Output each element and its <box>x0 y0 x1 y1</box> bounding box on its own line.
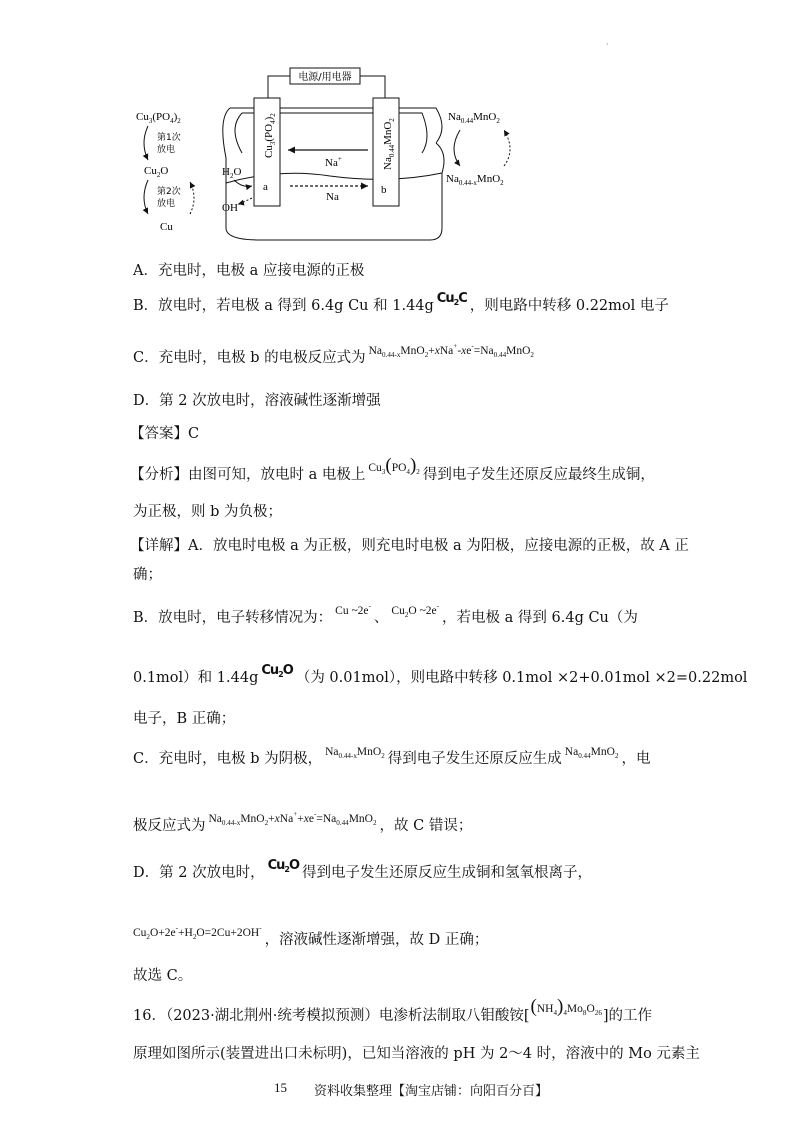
step1-arrow <box>144 126 148 160</box>
detail-d1-pre: D．第 2 次放电时， <box>133 865 265 881</box>
electrode-b-formula: $Na_{0.44}MnO_2$ <box>382 118 396 170</box>
detail-b-line-1 <box>133 604 638 633</box>
option-b-post: ，则电路中转移 0.22mol 电子 <box>469 298 669 314</box>
detail-b1-formula-2: Cu2O ~2e- <box>391 602 440 619</box>
footer-text: 资料收集整理【淘宝店铺：向阳百分百】 <box>314 1084 549 1099</box>
option-d: D．第 2 次放电时，溶液碱性逐渐增强 <box>133 393 381 409</box>
detail-c1-mid: 得到电子发生还原反应生成 <box>387 751 562 767</box>
right-bottom-formula: $Na_{0.44-x}MnO_2$ <box>446 173 504 187</box>
na-plus-label: Na+ <box>325 155 342 169</box>
analysis-line-1 <box>130 455 655 490</box>
detail-c1-formula-2: Na0.44MnO2 <box>564 746 619 760</box>
option-a: A．充电时，电极 a 应接电源的正极 <box>133 263 365 279</box>
wire-right <box>360 76 385 98</box>
answer: 【答案】C <box>130 426 200 442</box>
step1-label-2: 放电 <box>157 145 176 155</box>
option-c <box>133 344 537 373</box>
detail-d1-post: 得到电子发生还原反应生成铜和氢氧根离子， <box>302 865 593 881</box>
analysis-line-2: 为正极，则 b 为负极； <box>133 504 282 520</box>
detail-d2-post: ，溶液碱性逐渐增强，故 D 正确； <box>264 932 489 948</box>
right-top-formula: $Na_{0.44}MnO_2$ <box>448 111 500 125</box>
label-b: b <box>381 184 387 196</box>
oh-label: OH- <box>222 200 241 214</box>
left-bottom-formula: Cu <box>160 221 173 233</box>
detail-b2-pre: 0.1mol）和 1.44g <box>133 670 259 686</box>
step2-label-2: 放电 <box>157 199 176 209</box>
detail-b1-post: ，若电极 a 得到 6.4g Cu（为 <box>442 610 638 626</box>
right-arrow-down <box>454 130 460 166</box>
h2o-label: $H_2O$ <box>222 166 242 180</box>
na-label: Na <box>326 191 339 203</box>
left-top-formula: $Cu_3(PO_4)_2$ <box>136 111 181 125</box>
detail-a-line-2: 确； <box>133 567 162 583</box>
option-c-pre: C．充电时，电极 b 的电极反应式为 <box>133 350 366 366</box>
option-b-cu2c: $Cu_2C$ <box>436 291 467 307</box>
detail-c2-pre: 极反应式为 <box>133 818 206 834</box>
detail-d2-equation: Cu2O+2e-+H2O=2Cu+2OH- <box>133 924 262 941</box>
step2-arrow-back <box>190 182 194 214</box>
detail-b-line-2 <box>133 663 748 693</box>
detail-d1-formula: $Cu_2O$ <box>267 858 300 874</box>
detail-c-line-2 <box>133 812 472 841</box>
label-a: a <box>263 181 268 193</box>
detail-a-line-1: 【详解】A．放电时电极 a 为正极，则充电时电极 a 为阳极，应接电源的正极，故 A 正 <box>130 538 689 554</box>
h2o-arrow <box>234 180 252 186</box>
detail-d-line-1 <box>133 858 593 888</box>
conclusion: 故选 C。 <box>133 968 193 984</box>
detail-c2-post: ，故 C 错误； <box>379 818 473 834</box>
detail-c1-pre: C．充电时，电极 b 为阴极， <box>133 751 323 767</box>
step2-arrow <box>144 180 148 214</box>
detail-b1-formula-1: Cu ~2e- <box>335 602 371 617</box>
analysis-post: 得到电子发生还原反应最终生成铜， <box>422 467 655 483</box>
electrode-a-formula: $Cu_3(PO_4)_2$ <box>263 113 277 158</box>
wire-left <box>268 76 290 98</box>
detail-b-line-3: 电子，B 正确； <box>133 711 236 727</box>
detail-b1-sep: 、 <box>373 610 389 626</box>
step2-label-1: 第2次 <box>157 187 181 197</box>
step1-label-1: 第1次 <box>157 133 181 143</box>
q16-formula: (NH4)4Mo8O26 <box>530 996 602 1017</box>
page-number: 15 <box>274 1080 287 1095</box>
power-label: 电源/用电器 <box>298 72 352 83</box>
q16-pre: 16．（2023·湖北荆州·统考模拟预测）电渗析法制取八钼酸铵[ <box>133 1008 530 1024</box>
detail-c1-post: ，电 <box>621 751 651 767</box>
electrochemical-cell-diagram <box>130 58 550 248</box>
question-16-line-1 <box>133 996 653 1031</box>
detail-b1-pre: B．放电时，电子转移情况为： <box>133 610 333 626</box>
option-c-equation: Na0.44-xMnO2+xNa+-xe-=Na0.44MnO2 <box>368 342 534 359</box>
detail-d-line-2 <box>133 926 488 955</box>
q16-post: ]的工作 <box>602 1008 653 1024</box>
analysis-pre: 【分析】由图可知，放电时 a 电极上 <box>130 467 366 483</box>
analysis-formula: Cu3(PO4)2 <box>368 455 420 476</box>
detail-c1-formula-1: Na0.44-xMnO2 <box>325 746 385 760</box>
option-b <box>133 291 669 321</box>
detail-c-line-1 <box>133 746 651 774</box>
right-arrow-up <box>504 130 510 166</box>
detail-b2-post: （为 0.01mol），则电路中转移 0.1mol ×2+0.01mol ×2=0.22mol <box>295 670 748 686</box>
option-b-pre: B．放电时，若电极 a 得到 6.4g Cu 和 1.44g <box>133 298 434 314</box>
detail-b2-formula: $Cu_2O$ <box>261 663 293 679</box>
question-16-line-2: 原理如图所示(装置进出口未标明)，已知当溶液的 pH 为 2～4 时，溶液中的 Mo 元素主 <box>133 1046 700 1062</box>
detail-c2-equation: Na0.44-xMnO2+xNa++xe-=Na0.44MnO2 <box>208 810 377 827</box>
corner-dot: · <box>606 40 609 49</box>
left-mid-formula: $Cu_2O$ <box>144 165 169 179</box>
